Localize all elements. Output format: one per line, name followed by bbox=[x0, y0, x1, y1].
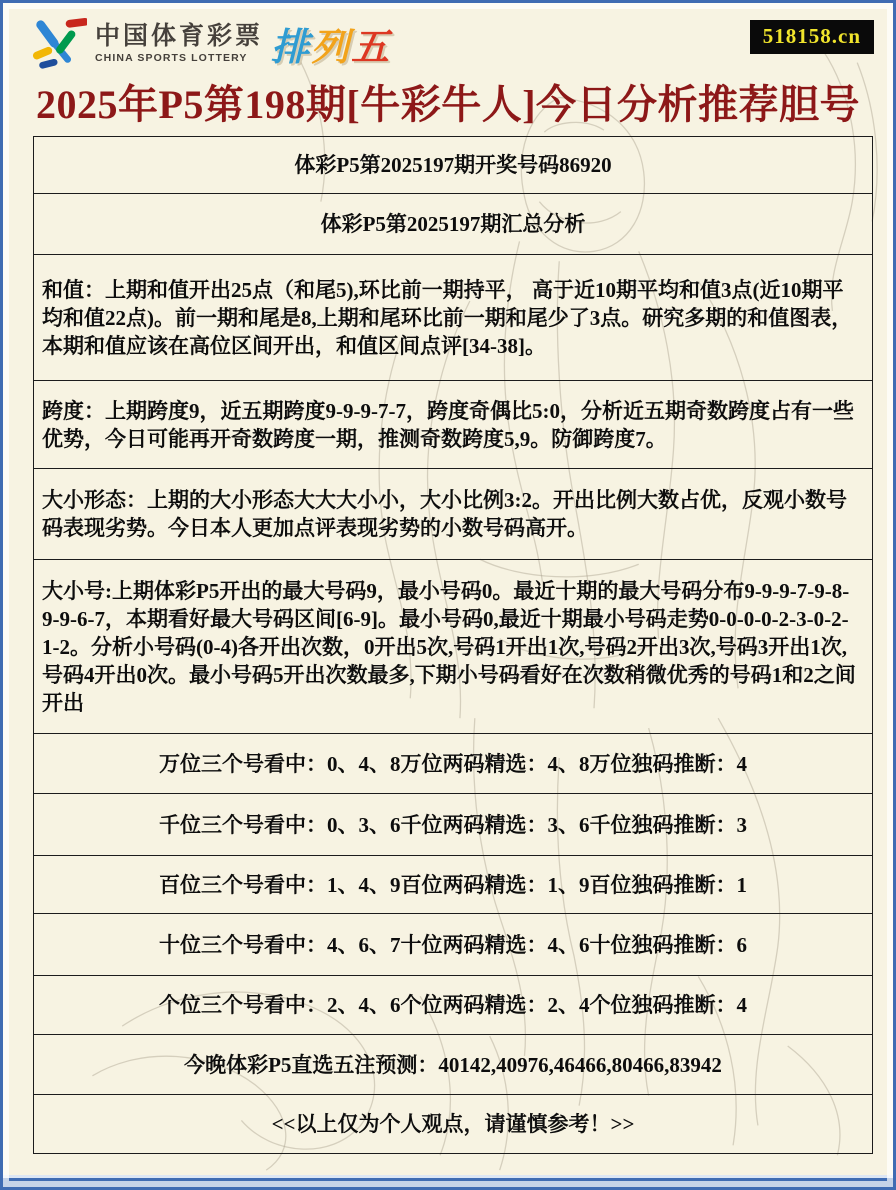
table-row-ge-picks: 个位三个号看中：2、4、6个位两码精选：2、4个位独码推断：4 bbox=[34, 976, 872, 1035]
game-char-pai: 排 bbox=[271, 27, 312, 69]
table-row-bai-picks: 百位三个号看中：1、4、9百位两码精选：1、9百位独码推断：1 bbox=[34, 856, 872, 914]
logo-text bbox=[95, 21, 264, 64]
logo-name-cn: 中国体育彩票 bbox=[95, 21, 264, 50]
table-row-shi-picks: 十位三个号看中：4、6、7十位两码精选：4、6十位独码推断：6 bbox=[34, 914, 872, 976]
table-row-qian-picks: 千位三个号看中：0、3、6千位两码精选：3、6千位独码推断：3 bbox=[34, 794, 872, 856]
table-row-zhixuan-predictions: 今晚体彩P5直选五注预测：40142,40976,46466,80466,83942 bbox=[34, 1035, 872, 1095]
table-row-sum-analysis: 和值：上期和值开出25点（和尾5),环比前一期持平， 高于近10期平均和值3点(近10期平均和值22点)。前一期和尾是8,上期和尾环比前一期和尾少了3点。研究多期的和值图表，本期和值应该在高位区间开出，和值区间点评[34-38]。 bbox=[34, 255, 872, 381]
analysis-table bbox=[33, 136, 873, 1154]
game-char-wu: 五 bbox=[351, 27, 392, 69]
page-title: 2025年P5第198期[牛彩牛人]今日分析推荐胆号 bbox=[35, 82, 861, 127]
table-row-size-pattern: 大小形态：上期的大小形态大大大小小，大小比例3:2。开出比例大数占优，反观小数号码表现劣势。今日本人更加点评表现劣势的小数号码高开。 bbox=[34, 469, 872, 560]
header bbox=[29, 16, 391, 71]
table-row-wan-picks: 万位三个号看中：0、4、8万位两码精选：4、8万位独码推断：4 bbox=[34, 734, 872, 794]
table-row-summary-title: 体彩P5第2025197期汇总分析 bbox=[34, 194, 872, 255]
site-url-badge[interactable]: 518158.cn bbox=[750, 20, 874, 54]
china-sports-lottery-logo-icon bbox=[29, 17, 87, 71]
logo-name-en: CHINA SPORTS LOTTERY bbox=[95, 51, 248, 64]
table-row-minmax-analysis: 大小号:上期体彩P5开出的最大号码9，最小号码0。最近十期的最大号码分布9-9-9-7-9-8-9-9-6-7，本期看好最大号码区间[6-9]。最小号码0,最近十期最小号码走势0-0-0-0-2-3-0-2-1-2。分析小号码(0-4)各开出次数，0开出5次,号码1开出1次,号码2开出3次,号码3开出1次,号码4开出0次。最小号码5开出次数最多,下期小号码看好在次数稍微优秀的号码1和2之间开出 bbox=[34, 560, 872, 734]
game-name-pailiewu bbox=[271, 16, 391, 71]
game-char-lie: 列 bbox=[311, 27, 352, 69]
table-row-draw-result: 体彩P5第2025197期开奖号码86920 bbox=[34, 137, 872, 194]
table-row-span-analysis: 跨度：上期跨度9，近五期跨度9-9-9-7-7，跨度奇偶比5:0，分析近五期奇数跨度占有一些优势，今日可能再开奇数跨度一期，推测奇数跨度5,9。防御跨度7。 bbox=[34, 381, 872, 469]
table-row-disclaimer: <<以上仅为个人观点，请谨慎参考！>> bbox=[271, 1112, 635, 1136]
bottom-blue-bar bbox=[3, 1175, 893, 1187]
